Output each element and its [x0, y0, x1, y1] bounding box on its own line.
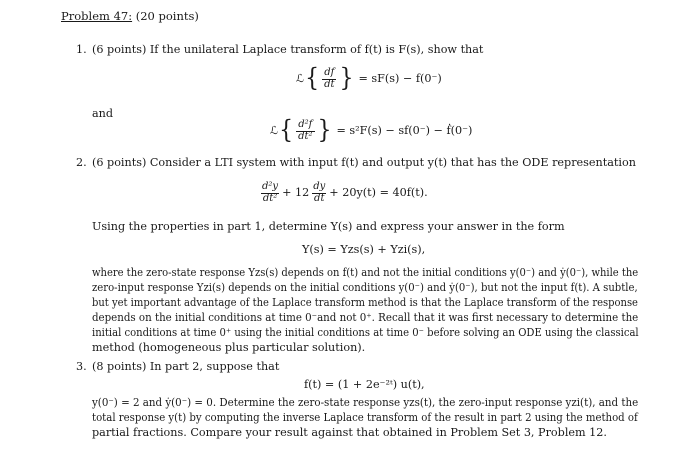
- first-derivative-fraction: [311, 182, 327, 204]
- part1-connector: and: [92, 107, 114, 120]
- right-brace-2: }: [317, 116, 332, 145]
- part2-explanation-line: depends on the initial conditions at time 0⁻and not 0⁺. Recall that it was first necessary to determine the: [92, 311, 639, 324]
- laplace-operator-2: ℒ: [270, 123, 279, 137]
- part2-number: 2.: [76, 156, 87, 169]
- fraction-numerator: d²f: [298, 119, 313, 130]
- part3-number: 3.: [76, 360, 87, 373]
- fraction-numerator: dy: [313, 181, 326, 192]
- equation-rhs-1: = sF(s) − f(0⁻): [358, 71, 442, 85]
- part2-explanation-line: initial conditions at time 0⁺ using the initial conditions at time 0⁻ before solving an ODE using the classical: [92, 326, 639, 339]
- problem-heading: [61, 9, 199, 24]
- fraction-numerator: d²y: [262, 181, 279, 192]
- part3-statement: (8 points) In part 2, suppose that: [92, 360, 280, 373]
- part3-text-line: y(0⁻) = 2 and ẏ(0⁻) = 0. Determine the zero-state response yzs(t), the zero-input response yzi(t), and the: [92, 396, 639, 409]
- derivative-fraction-1: [322, 68, 336, 90]
- problem-label: Problem 47:: [61, 9, 133, 23]
- fraction-numerator: df: [324, 67, 335, 78]
- laplace-operator-1: ℒ: [296, 71, 305, 85]
- part1-statement: (6 points) If the unilateral Laplace transform of f(t) is F(s), show that: [92, 43, 484, 56]
- part2-form: Y(s) = Yzs(s) + Yzi(s),: [302, 243, 426, 256]
- part1-number: 1.: [76, 43, 87, 56]
- part2-explanation-line: zero-input response Yzi(s) depends on the initial conditions y(0⁻) and ẏ(0⁻), but not the input f(t). A subtle,: [92, 281, 638, 294]
- part3-text-line: total response y(t) by computing the inverse Laplace transform of the result in part 2 using the method of: [92, 411, 638, 424]
- part2-explanation-line: but yet important advantage of the Laplace transform method is that the Laplace transform of the response: [92, 296, 638, 309]
- fraction-denominator: dt²: [262, 192, 278, 204]
- part2-explanation-line: method (homogeneous plus particular solution).: [92, 341, 366, 354]
- part3-input-equation: f(t) = (1 + 2e⁻²ᵗ) u(t),: [304, 378, 425, 391]
- part1-equation-2: [270, 116, 472, 146]
- left-brace-2: {: [279, 116, 294, 145]
- right-brace-1: }: [339, 64, 354, 93]
- part3-text-line: partial fractions. Compare your result against that obtained in Problem Set 3, Problem 12.: [92, 426, 607, 439]
- left-brace-1: {: [305, 64, 320, 93]
- second-derivative-fraction: [260, 182, 280, 204]
- part2-statement: (6 points) Consider a LTI system with input f(t) and output y(t) that has the ODE representation: [92, 156, 636, 169]
- ode-rhs: + 20y(t) = 40f(t).: [329, 185, 428, 199]
- part2-explanation-line: where the zero-state response Yzs(s) depends on f(t) and not the initial conditions y(0⁻) and ẏ(0⁻), while the: [92, 266, 639, 279]
- derivative-fraction-2: [296, 120, 314, 142]
- part2-ode: [258, 176, 428, 210]
- fraction-denominator: dt: [314, 192, 325, 204]
- part1-equation-1: [296, 64, 442, 94]
- ode-coefficient: + 12: [282, 185, 310, 199]
- equation-rhs-2: = s²F(s) − sf(0⁻) − ḟ(0⁻): [336, 123, 473, 137]
- problem-points: (20 points): [135, 9, 199, 23]
- fraction-denominator: dt²: [298, 130, 313, 142]
- part2-instruction: Using the properties in part 1, determine Y(s) and express your answer in the form: [92, 220, 565, 233]
- fraction-denominator: dt: [324, 78, 335, 90]
